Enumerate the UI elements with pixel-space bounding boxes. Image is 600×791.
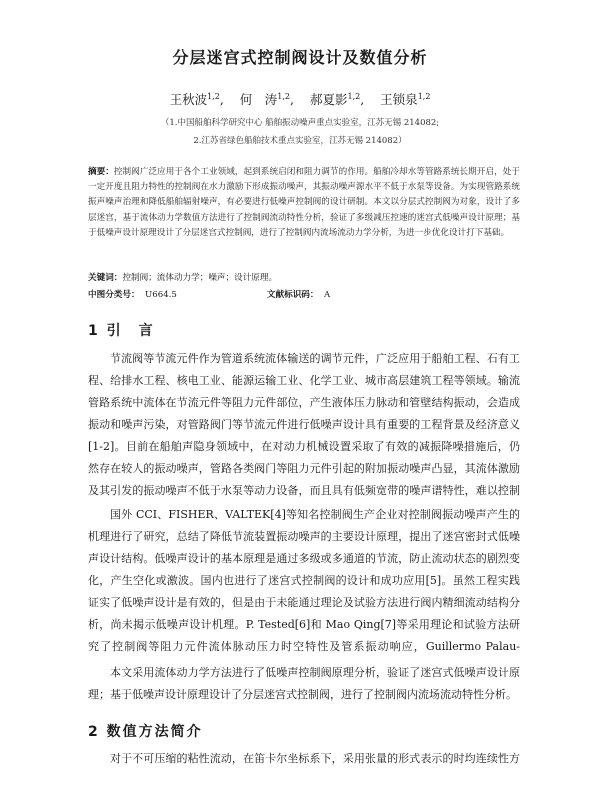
abstract-label: 摘要：	[88, 167, 114, 177]
paper-title: 分层迷宫式控制阀设计及数值分析	[172, 48, 428, 67]
section-heading	[88, 721, 203, 741]
body-paragraph: 本文采用流体动力学方法进行了低噪声控制阀原理分析，验证了迷宫式低噪声设计原理；基于低噪声设计原理设计了分层迷宫式控制阀，进行了控制阀内流场流动特性分析。	[88, 666, 520, 701]
keywords-text: 控制阀；流体动力学；噪声；设计原理。	[122, 273, 278, 283]
section-number: 1	[88, 323, 100, 339]
doc-code-value: A	[323, 290, 331, 300]
clc-value: U664.5	[145, 290, 177, 300]
author-list: 王秋波$^{1,2}$, 何 涛$^{1,2}$, 郝夏影$^{1,2}$, 王锁泉$^{1,2}$	[169, 91, 431, 107]
section-title: 引 言	[106, 323, 155, 339]
abstract	[88, 165, 520, 241]
body-paragraph: 节流阀等节流元件作为管道系统流体输送的调节元件，广泛应用于船舶工程、石有工程、给排水工程、核电工业、能源运输工业、化学工业、城市高层建筑工程等领域。输流管路系统中流体在节流元件等阻力元件部位，产生液体压力脉动和管壁结构振动，会造成振动和噪声污染，对管路阀门等节流元件进行低噪声设计具有重要的工程背景及经济意义[1-2]。目前在船舶声隐身领域中，在对动力机械设置采取了有效的减振降噪措施后，仍然存在较人的振动噪声，管路各类阀门等阻力元件引起的附加振动噪声凸显，其流体激励及其引发的振动噪声不低于水泵等动力设备，而且具有低频宽带的噪声谱特性，难以控制	[88, 352, 520, 497]
abstract-text: 控制阀广泛应用于各个工业领域，起到系统启闭和阻力调节的作用。船舶冷却水等管路系统长期开启，处于一定开度且阻力特性的控制阀在水力激励下形成振动噪声，其振动噪声源水平不低于水泵等设备。为实现管路系统振声噪声治理和降低船舶辐射噪声，有必要进行低噪声控制阀的设计研制。本文以分层式控制阀为对象，设计了多层迷宫，基于流体动力学数值方法进行了控制阀流动特性分析，验证了多级减压控速的迷宫式低噪声设计原理；基于低噪声设计原理设计了分层迷宫式控制阀，进行了控制阀内流场流动力学分析，为进一步优化设计打下基础。	[88, 167, 520, 238]
author-name: 何 涛	[239, 92, 278, 107]
author-affiliation-mark: 1,2	[347, 91, 361, 101]
author-affiliation-mark: 1,2	[417, 91, 431, 101]
author-name: 王锁泉	[380, 92, 418, 107]
section-heading	[88, 320, 155, 340]
affiliation-line: 2.江苏省绿色船舶技术重点实验室，江苏无锡 214082）	[193, 136, 407, 146]
classification-line	[88, 288, 520, 300]
section-title: 数值方法简介	[106, 724, 203, 740]
body-paragraph: 对于不可压缩的粘性流动，在笛卡尔坐标系下，采用张量的形式表示的时均连续性方	[110, 752, 520, 765]
author-name: 王秋波	[169, 92, 208, 107]
keywords-label: 关键词：	[88, 273, 123, 283]
clc-label: 中图分类号：	[88, 290, 140, 300]
author-name: 郝夏影	[309, 92, 348, 107]
doc-code-label: 文献标识码：	[266, 290, 319, 300]
author-affiliation-mark: 1,2	[277, 91, 291, 101]
affiliation-line: （1.中国船舶科学研究中心 船舶振动噪声重点实验室，江苏无锡 214082;	[160, 118, 440, 128]
author-affiliation-mark: 1,2	[207, 91, 220, 101]
keywords	[88, 271, 277, 283]
body-paragraph: 国外 CCI、FISHER、VALTEK[4]等知名控制阀生产企业对控制阀振动噪声产生的机理进行了研究，总结了降低节流装置振动噪声的主要设计原理，提出了迷宫密封式低噪声设计结构。低噪声设计的基本原理是通过多级或多通道的节流，防止流动状态的剧烈变化，产生空化或激波。国内也进行了迷宫式控制阀的设计和成功应用[5]。虽然工程实践证实了低噪声设计是有效的，但是由于未能通过理论及试验方法进行阀内精细流动结构分析，尚未揭示低噪声设计机理。P. Tested[6]和 Mao Qing[7]等采用理论和试验方法研究了控制阀等阻力元件流体脉动压力时空特性及管系振动响应，Guillermo Palau-	[88, 508, 520, 653]
section-number: 2	[88, 724, 100, 740]
